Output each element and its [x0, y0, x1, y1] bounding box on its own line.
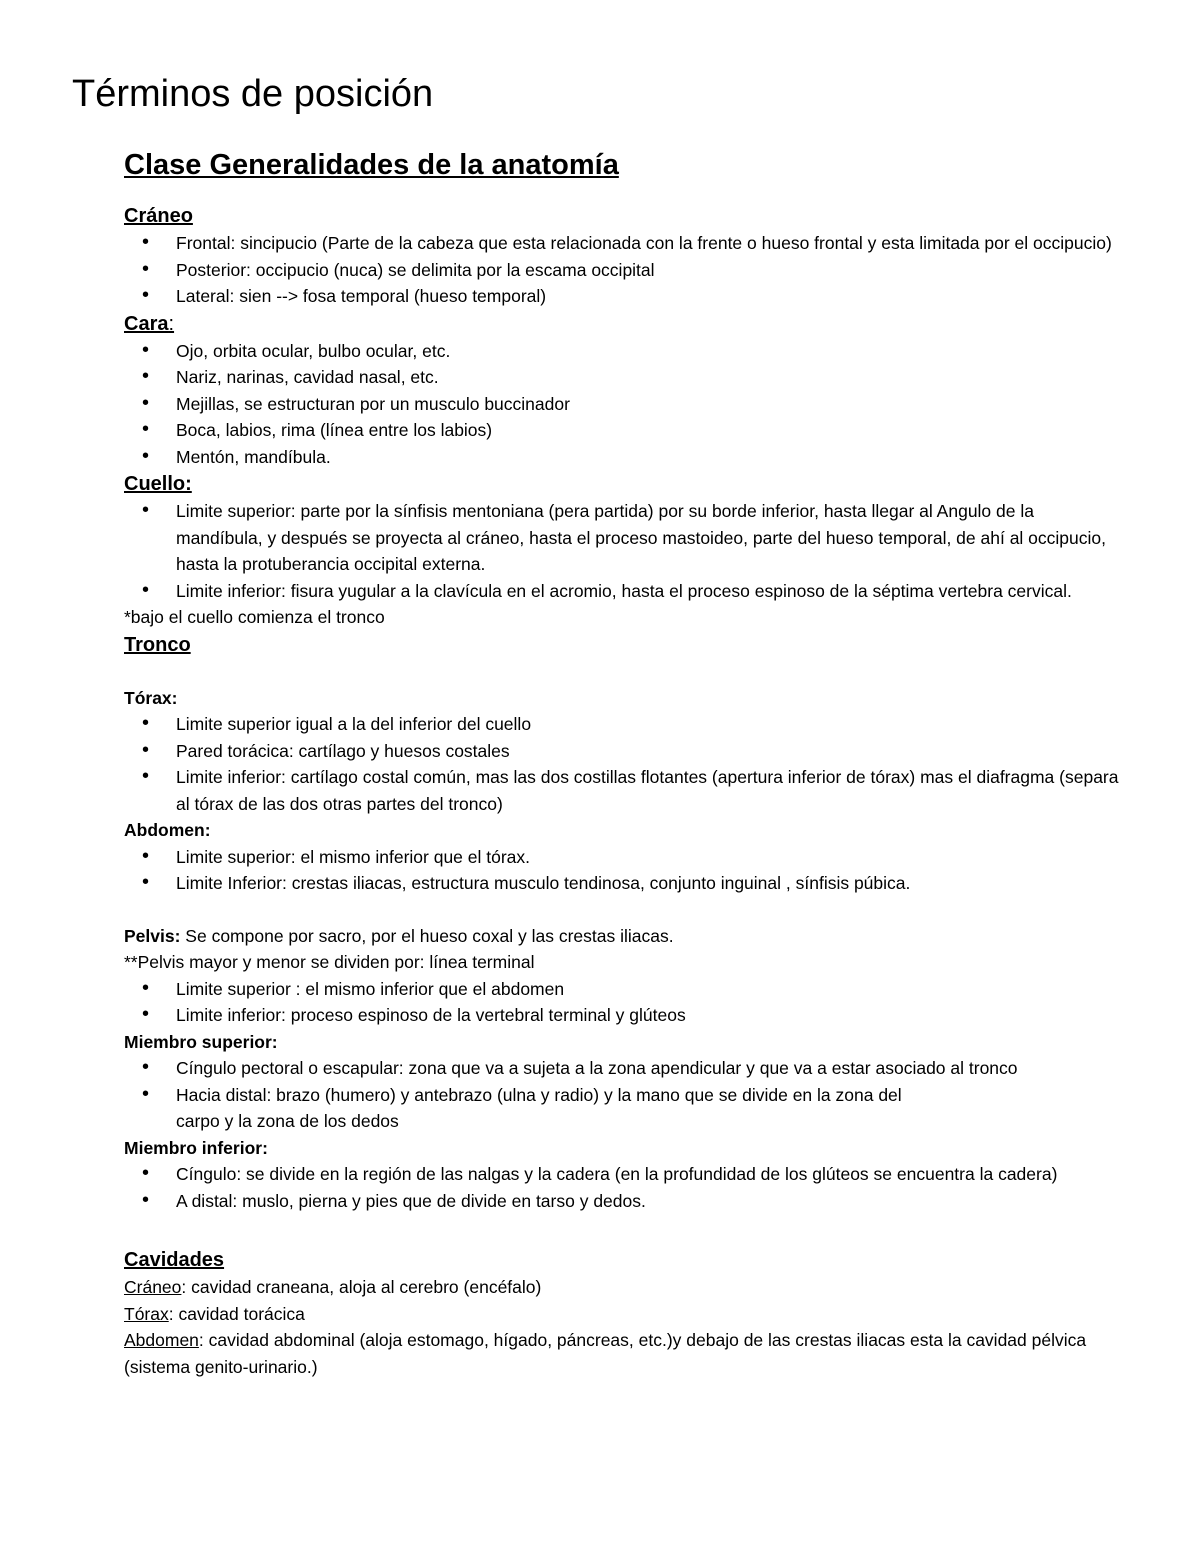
- pelvis-paragraph: [124, 923, 1124, 950]
- list-item: • Limite inferior: proceso espinoso de la vertebral terminal y glúteos: [124, 1002, 1124, 1029]
- spacer: [124, 897, 1124, 923]
- section-heading-tronco: Tronco: [124, 633, 191, 656]
- abdomen-list: [124, 844, 1124, 897]
- cavidad-text: : cavidad torácica: [168, 1303, 305, 1324]
- miembro-superior-continuation: carpo y la zona de los dedos: [176, 1111, 399, 1131]
- section-heading-cara: Cara: [124, 312, 169, 335]
- section-heading-cara-wrapper: [124, 310, 1124, 338]
- list-item: • Limite inferior: cartílago costal común, mas las dos costillas flotantes (apertura inferior de tórax) mas el diafragma (separa al tórax de las dos otras partes del tronco): [124, 764, 1124, 817]
- list-item: • Boca, labios, rima (línea entre los labios): [124, 417, 1124, 444]
- section-heading-cuello: Cuello:: [124, 473, 192, 495]
- cavidad-term: Abdomen: [124, 1330, 199, 1350]
- section-heading-cavidades: Cavidades: [124, 1249, 225, 1271]
- list-item: • Cíngulo: se divide en la región de las nalgas y la cadera (en la profundidad de los glúteos se encuentra la cadera): [124, 1161, 1124, 1188]
- craneo-list: [124, 230, 1124, 310]
- miembro-inferior-label: Miembro inferior:: [124, 1137, 268, 1158]
- cavidad-term: Tórax: [124, 1303, 169, 1324]
- list-item: • Limite superior : el mismo inferior que el abdomen: [124, 976, 1124, 1003]
- cavidad-entry: [124, 1327, 1124, 1380]
- cavidad-text: : cavidad craneana, aloja al cerebro (encéfalo): [181, 1277, 542, 1297]
- section-heading-craneo: Cráneo: [124, 205, 193, 227]
- list-item: • Limite inferior: fisura yugular a la clavícula en el acromio, hasta el proceso espinoso de la séptima vertebra cervical.: [124, 578, 1124, 605]
- list-item: • Limite superior igual a la del inferior del cuello: [124, 711, 1124, 738]
- list-item: • Cíngulo pectoral o escapular: zona que va a sujeta a la zona apendicular y que va a estar asociado al tronco: [124, 1055, 1124, 1082]
- list-item: • Limite superior: el mismo inferior que el tórax.: [124, 844, 1124, 871]
- list-item: • Frontal: sincipucio (Parte de la cabeza que esta relacionada con la frente o hueso frontal y esta limitada por el occipucio): [124, 230, 1124, 257]
- cavidad-entry: [124, 1274, 1124, 1301]
- list-item: • Nariz, narinas, cavidad nasal, etc.: [124, 364, 1124, 391]
- cuello-list: [124, 498, 1124, 604]
- list-item: • Limite superior: parte por la sínfisis mentoniana (pera partida) por su borde inferior, hasta llegar al Angulo de la mandíbula, y después se proyecta al cráneo, hasta el proceso mastoideo, parte del hueso temporal, de ahí al occipucio, hasta la protuberancia occipital externa.: [124, 498, 1124, 578]
- cavidad-text: : cavidad abdominal (aloja estomago, hígado, páncreas, etc.)y debajo de las crestas iliacas esta la cavidad pélvica (sistema genito-urinario.): [124, 1330, 1087, 1377]
- pelvis-note: **Pelvis mayor y menor se dividen por: línea terminal: [124, 952, 535, 972]
- pelvis-label: Pelvis:: [124, 925, 181, 946]
- cara-list: [124, 338, 1124, 471]
- list-item: • Posterior: occipucio (nuca) se delimita por la escama occipital: [124, 257, 1124, 284]
- list-item: • Mejillas, se estructuran por un musculo buccinador: [124, 391, 1124, 418]
- miembro-inferior-list: [124, 1161, 1124, 1214]
- list-item: • Limite Inferior: crestas iliacas, estructura musculo tendinosa, conjunto inguinal , sínfisis púbica.: [124, 870, 1124, 897]
- pelvis-text: Se compone por sacro, por el hueso coxal y las crestas iliacas.: [180, 925, 674, 946]
- document-title: Términos de posición: [72, 73, 434, 115]
- spacer: [124, 1214, 1124, 1246]
- cara-colon: :: [168, 312, 175, 335]
- abdomen-label: Abdomen:: [124, 820, 211, 840]
- list-item: • Ojo, orbita ocular, bulbo ocular, etc.: [124, 338, 1124, 365]
- list-item: • Hacia distal: brazo (humero) y antebrazo (ulna y radio) y la mano que se divide en la zona del: [124, 1082, 1124, 1109]
- torax-label: Tórax:: [124, 687, 178, 708]
- document-body: [124, 144, 1124, 1380]
- miembro-superior-label: Miembro superior:: [124, 1031, 278, 1052]
- class-title: Clase Generalidades de la anatomía: [124, 149, 619, 181]
- spacer: [124, 659, 1124, 685]
- cuello-note: *bajo el cuello comienza el tronco: [124, 607, 385, 627]
- list-item: • A distal: muslo, pierna y pies que de divide en tarso y dedos.: [124, 1188, 1124, 1215]
- list-item: • Mentón, mandíbula.: [124, 444, 1124, 471]
- cavidad-entry: [124, 1301, 1124, 1328]
- miembro-superior-list: [124, 1055, 1124, 1108]
- list-item: • Pared torácica: cartílago y huesos costales: [124, 738, 1124, 765]
- cavidad-term: Cráneo: [124, 1277, 182, 1297]
- torax-list: [124, 711, 1124, 817]
- pelvis-list: [124, 976, 1124, 1029]
- list-item: • Lateral: sien --> fosa temporal (hueso temporal): [124, 283, 1124, 310]
